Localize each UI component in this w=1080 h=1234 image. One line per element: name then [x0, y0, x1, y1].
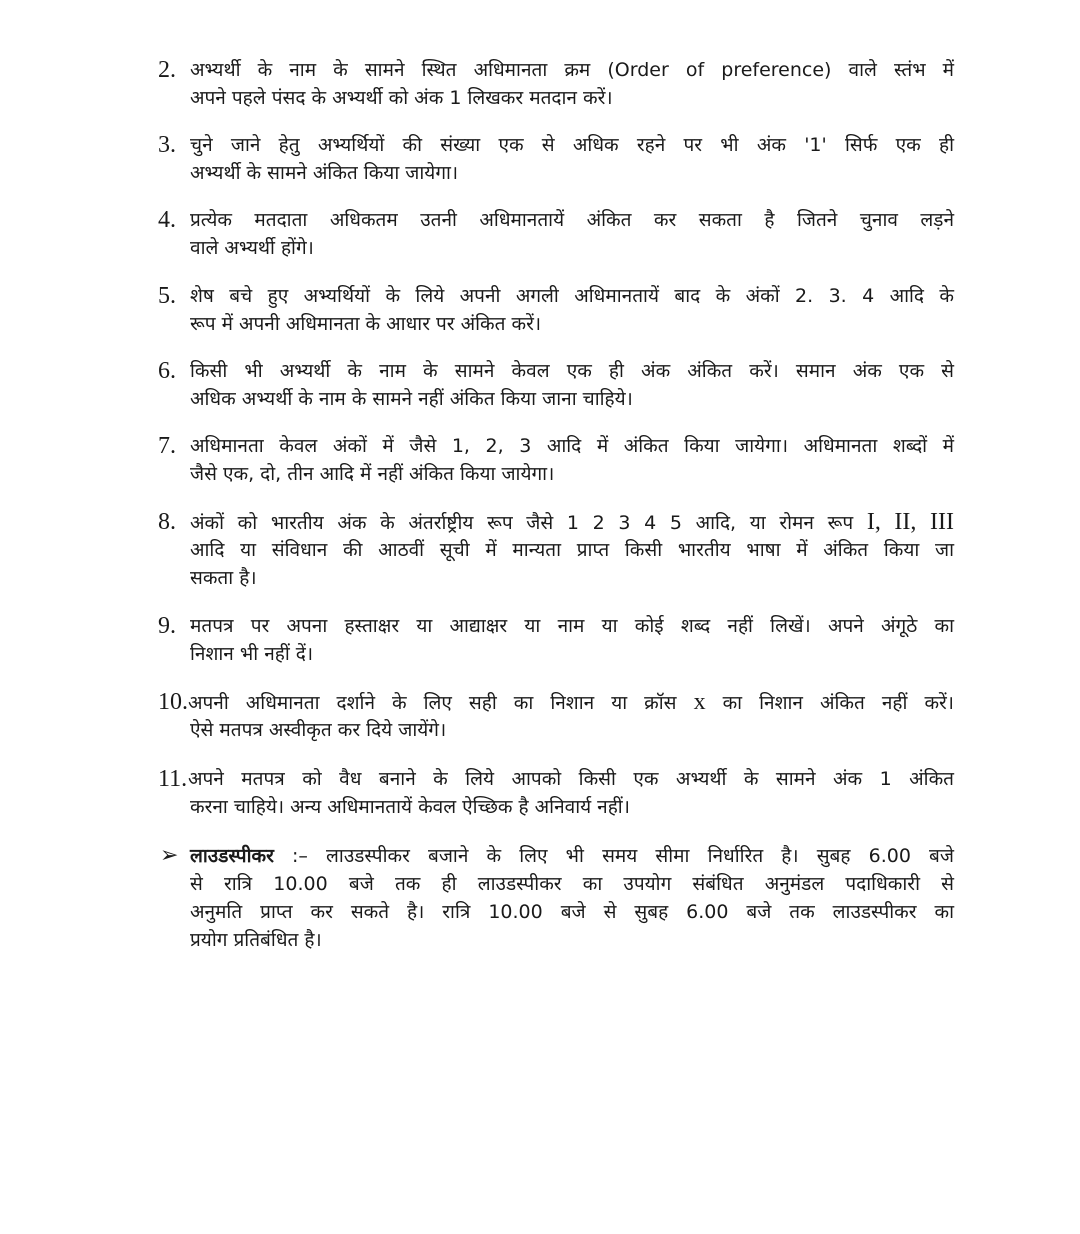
item-line: रूप में अपनी अधिमानता के आधार पर अंकित करें। [190, 313, 542, 335]
arrow-bullet-icon: ➢ [160, 843, 179, 868]
item-number: 10. [158, 689, 188, 715]
loudspeaker-line [190, 842, 954, 870]
item-line: करना चाहिये। अन्य अधिमानतायें केवल ऐच्छिक है अनिवार्य नहीं। [190, 796, 630, 818]
item-number: 6. [158, 358, 176, 384]
item-line: चुने जाने हेतु अभ्यर्थियों की संख्या एक से अधिक रहने पर भी अंक '1' सिर्फ एक ही [190, 134, 954, 156]
item-number: 11. [158, 766, 188, 792]
item-line: अधिक अभ्यर्थी के नाम के सामने नहीं अंकित किया जाना चाहिये। [190, 388, 633, 410]
item-number: 7. [158, 433, 176, 459]
item-number: 5. [158, 283, 176, 309]
item-line: निशान भी नहीं दें। [190, 643, 314, 665]
item-line-text: अंकों को भारतीय अंक के अंतर्राष्ट्रीय रूप जैसे 1 2 3 4 5 आदि, या रोमन रूप [190, 512, 854, 534]
item-line: अभ्यर्थी के नाम के सामने स्थित अधिमानता क्रम (Order of preference) वाले स्तंभ में [190, 59, 954, 81]
item-line: प्रत्येक मतदाता अधिकतम उतनी अधिमानतायें अंकित कर सकता है जितने चुनाव लड़ने [190, 209, 954, 231]
item-line [190, 508, 954, 537]
item-line-text: अपनी अधिमानता दर्शाने के लिए सही का निशान या क्रॉस [188, 692, 677, 714]
item-number: 8. [158, 509, 176, 535]
item-line: अपने पहले पंसद के अभ्यर्थी को अंक 1 लिखकर मतदान करें। [190, 87, 613, 109]
loudspeaker-line-text: लाउडस्पीकर बजाने के लिए भी समय सीमा निर्धारित है। सुबह 6.00 बजे [326, 845, 954, 867]
item-line: अपने मतपत्र को वैध बनाने के लिये आपको किसी एक अभ्यर्थी के सामने अंक 1 अंकित [188, 768, 954, 790]
item-line: सकता है। [190, 567, 257, 589]
item-line: अभ्यर्थी के सामने अंकित किया जायेगा। [190, 162, 459, 184]
item-line: आदि या संविधान की आठवीं सूची में मान्यता प्राप्त किसी भारतीय भाषा में अंकित किया जा [190, 539, 954, 561]
item-number: 4. [158, 207, 176, 233]
roman-numerals: I, II, III [866, 509, 955, 535]
item-number: 3. [158, 132, 176, 158]
item-line: वाले अभ्यर्थी होंगे। [190, 237, 314, 259]
item-line: मतपत्र पर अपना हस्ताक्षर या आद्याक्षर या नाम या कोई शब्द नहीं लिखें। अपने अंगूठे का [190, 615, 954, 637]
loudspeaker-separator: :– [273, 845, 327, 867]
item-line [188, 688, 954, 717]
item-line: किसी भी अभ्यर्थी के नाम के सामने केवल एक ही अंक अंकित करें। समान अंक एक से [190, 360, 954, 382]
loudspeaker-line: अनुमति प्राप्त कर सकते है। रात्रि 10.00 बजे से सुबह 6.00 बजे तक लाउडस्पीकर का [190, 901, 954, 923]
item-line: ऐसे मतपत्र अस्वीकृत कर दिये जायेंगे। [190, 719, 447, 741]
cross-symbol: x [693, 689, 706, 715]
loudspeaker-line: प्रयोग प्रतिबंधित है। [190, 929, 322, 951]
item-line: जैसे एक, दो, तीन आदि में नहीं अंकित किया जायेगा। [190, 463, 555, 485]
item-line: अधिमानता केवल अंकों में जैसे 1, 2, 3 आदि में अंकित किया जायेगा। अधिमानता शब्दों में [190, 435, 954, 457]
item-line: शेष बचे हुए अभ्यर्थियों के लिये अपनी अगली अधिमानतायें बाद के अंकों 2. 3. 4 आदि के [190, 285, 954, 307]
item-number: 2. [158, 57, 176, 83]
item-number: 9. [158, 613, 176, 639]
loudspeaker-line: से रात्रि 10.00 बजे तक ही लाउडस्पीकर का उपयोग संबंधित अनुमंडल पदाधिकारी से [190, 873, 954, 895]
loudspeaker-heading: लाउडस्पीकर [190, 845, 274, 867]
item-line-tail: का निशान अंकित नहीं करें। [722, 692, 955, 714]
